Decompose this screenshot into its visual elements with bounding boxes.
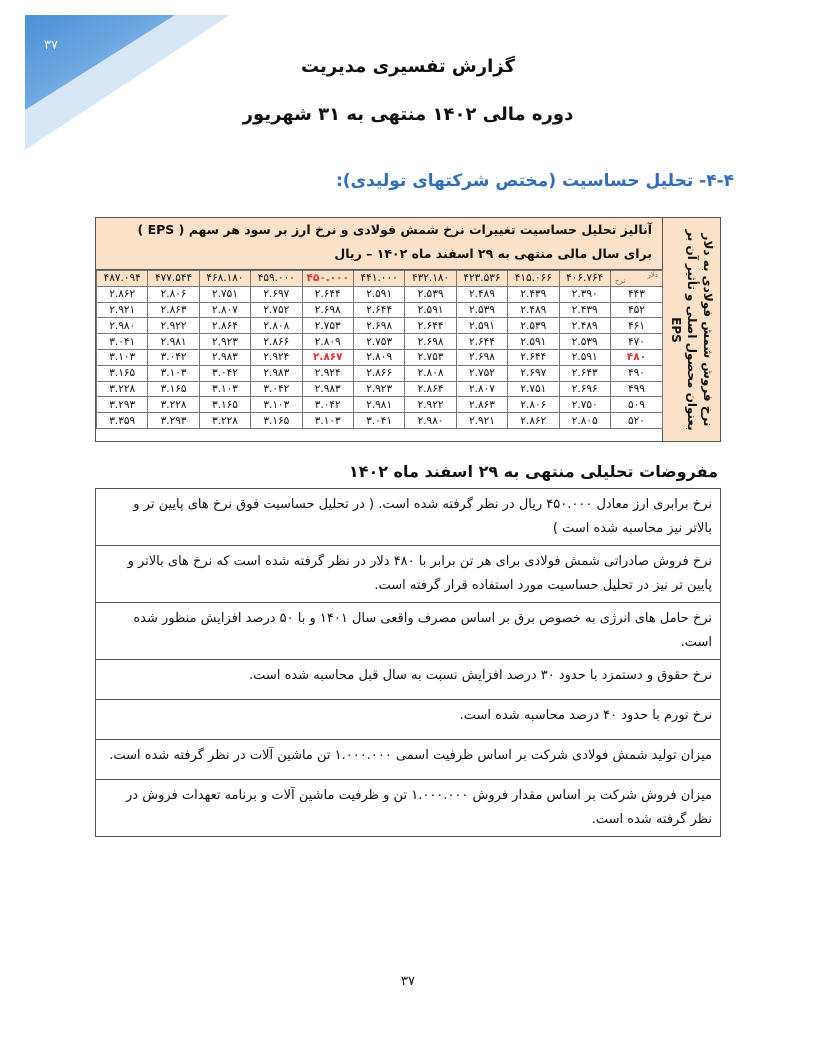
steel-price-cell: ۵۰۹ <box>611 397 663 413</box>
eps-value-cell: ۲.۸۶۲ <box>508 413 559 429</box>
eps-value-cell: ۳.۲۹۳ <box>97 397 148 413</box>
eps-value-cell: ۲.۸۶۴ <box>199 318 250 334</box>
eps-value-cell: ۲.۹۲۲ <box>148 318 199 334</box>
sensitivity-row <box>97 397 663 413</box>
fx-rate-header: ۴۴۱.۰۰۰ <box>353 271 404 287</box>
eps-value-cell: ۲.۴۸۹ <box>508 302 559 318</box>
assumptions-title: مفروضات تحلیلی منتهی به ۲۹ اسفند ماه ۱۴۰۲ <box>348 462 718 481</box>
eps-value-cell: ۳.۱۰۳ <box>148 365 199 381</box>
eps-value-cell: ۳.۰۴۲ <box>199 365 250 381</box>
eps-value-cell: ۲.۶۴۴ <box>508 349 559 365</box>
steel-price-cell: ۴۸۰ <box>611 349 663 365</box>
eps-value-cell: ۲.۶۴۴ <box>302 286 353 302</box>
sensitivity-row <box>97 286 663 302</box>
eps-value-cell: ۲.۹۸۳ <box>302 381 353 397</box>
eps-value-cell: ۲.۶۴۳ <box>559 365 610 381</box>
assumption-text: میزان فروش شرکت بر اساس مقدار فروش ۱.۰۰۰.۰۰۰ تن و ظرفیت ماشین آلات و برنامه تعهدات فروش در نظر گرفته شده است. <box>96 780 721 837</box>
eps-value-cell: ۲.۸۰۷ <box>456 381 507 397</box>
eps-value-cell: ۳.۱۶۵ <box>251 413 302 429</box>
eps-value-cell: ۲.۵۳۹ <box>508 318 559 334</box>
eps-value-cell: ۲.۹۲۴ <box>251 349 302 365</box>
eps-value-cell: ۳.۰۴۲ <box>302 397 353 413</box>
sensitivity-header-row <box>97 271 663 287</box>
eps-value-cell: ۳.۱۶۵ <box>97 365 148 381</box>
eps-value-cell: ۲.۵۳۹ <box>456 302 507 318</box>
assumption-row <box>96 489 721 546</box>
corner-rate-label: نرخ <box>615 276 626 285</box>
eps-value-cell: ۲.۴۳۹ <box>508 286 559 302</box>
steel-price-cell: ۴۴۳ <box>611 286 663 302</box>
eps-value-cell: ۲.۹۸۰ <box>97 318 148 334</box>
eps-value-cell: ۲.۵۹۱ <box>559 349 610 365</box>
sensitivity-row <box>97 318 663 334</box>
fx-rate-header: ۴۱۵.۰۶۶ <box>508 271 559 287</box>
sensitivity-row <box>97 381 663 397</box>
eps-value-cell: ۲.۵۹۱ <box>456 318 507 334</box>
corner-page-number: ۳۷ <box>44 38 58 53</box>
side-label-box <box>662 218 720 441</box>
eps-value-cell: ۲.۹۸۰ <box>405 413 456 429</box>
assumption-text: نرخ برابری ارز معادل ۴۵۰.۰۰۰ ریال در نظر گرفته شده است. ( در تحلیل حساسیت فوق نرخ های پایین تر و بالاتر نیز محاسبه شده است ) <box>96 489 721 546</box>
fx-rate-header: ۴۵۰.۰۰۰ <box>302 271 353 287</box>
report-period: دوره مالی ۱۴۰۲ منتهی به ۳۱ شهریور <box>242 104 574 125</box>
eps-value-cell: ۲.۶۹۷ <box>508 365 559 381</box>
assumption-row <box>96 660 721 700</box>
eps-value-cell: ۲.۹۸۱ <box>148 334 199 350</box>
eps-value-cell: ۲.۵۹۱ <box>405 302 456 318</box>
side-label: نرخ فروش شمش فولادی به دلار بعنوان محصول اصلی و تأثیر آن بر EPS <box>668 228 715 431</box>
sensitivity-row <box>97 413 663 429</box>
eps-value-cell: ۲.۹۸۱ <box>353 397 404 413</box>
eps-value-cell: ۲.۵۹۱ <box>508 334 559 350</box>
eps-value-cell: ۳.۰۴۲ <box>148 349 199 365</box>
eps-value-cell: ۲.۸۰۶ <box>148 286 199 302</box>
eps-value-cell: ۲.۸۰۸ <box>251 318 302 334</box>
steel-price-cell: ۵۲۰ <box>611 413 663 429</box>
eps-value-cell: ۳.۱۶۵ <box>148 381 199 397</box>
fx-rate-header: ۴۳۲.۱۸۰ <box>405 271 456 287</box>
eps-value-cell: ۳.۲۹۳ <box>148 413 199 429</box>
eps-value-cell: ۲.۹۲۱ <box>456 413 507 429</box>
footer-page-number: ۳۷ <box>401 974 415 989</box>
eps-value-cell: ۳.۲۲۸ <box>148 397 199 413</box>
eps-value-cell: ۲.۹۲۱ <box>97 302 148 318</box>
steel-price-cell: ۴۶۱ <box>611 318 663 334</box>
eps-value-cell: ۲.۸۰۹ <box>302 334 353 350</box>
sensitivity-row <box>97 349 663 365</box>
eps-value-cell: ۲.۶۴۴ <box>353 302 404 318</box>
sensitivity-row <box>97 334 663 350</box>
eps-value-cell: ۲.۶۹۶ <box>559 381 610 397</box>
assumption-text: میزان تولید شمش فولادی شرکت بر اساس ظرفیت اسمی ۱.۰۰۰.۰۰۰ تن ماشین آلات در نظر گرفته شده است. <box>96 740 721 780</box>
eps-value-cell: ۲.۷۵۱ <box>508 381 559 397</box>
assumption-text: نرخ حقوق و دستمزد با حدود ۳۰ درصد افزایش نسبت به سال قبل محاسبه شده است. <box>96 660 721 700</box>
corner-dollar-label: دلار <box>647 271 658 279</box>
eps-value-cell: ۲.۹۸۳ <box>251 365 302 381</box>
eps-value-cell: ۲.۶۴۴ <box>456 334 507 350</box>
eps-value-cell: ۲.۴۸۹ <box>559 318 610 334</box>
eps-value-cell: ۲.۷۵۲ <box>251 302 302 318</box>
eps-value-cell: ۲.۸۶۶ <box>353 365 404 381</box>
assumption-row <box>96 780 721 837</box>
eps-value-cell: ۲.۹۲۳ <box>199 334 250 350</box>
eps-value-cell: ۲.۷۵۳ <box>302 318 353 334</box>
eps-value-cell: ۲.۷۵۲ <box>456 365 507 381</box>
eps-value-cell: ۳.۱۶۵ <box>199 397 250 413</box>
sensitivity-grid <box>96 270 663 429</box>
eps-value-cell: ۲.۷۵۳ <box>405 349 456 365</box>
eps-value-cell: ۲.۶۹۸ <box>405 334 456 350</box>
assumption-row <box>96 546 721 603</box>
eps-value-cell: ۳.۲۲۸ <box>199 413 250 429</box>
eps-value-cell: ۲.۹۲۴ <box>302 365 353 381</box>
eps-value-cell: ۲.۷۵۳ <box>353 334 404 350</box>
eps-value-cell: ۲.۶۹۸ <box>302 302 353 318</box>
eps-value-cell: ۲.۸۰۶ <box>508 397 559 413</box>
eps-value-cell: ۲.۸۰۸ <box>405 365 456 381</box>
eps-value-cell: ۲.۹۲۳ <box>353 381 404 397</box>
eps-value-cell: ۲.۵۳۹ <box>405 286 456 302</box>
assumption-row <box>96 700 721 740</box>
eps-value-cell: ۲.۸۶۳ <box>456 397 507 413</box>
eps-value-cell: ۲.۸۶۴ <box>405 381 456 397</box>
eps-value-cell: ۲.۹۸۳ <box>199 349 250 365</box>
eps-value-cell: ۳.۱۰۳ <box>302 413 353 429</box>
steel-price-cell: ۴۷۰ <box>611 334 663 350</box>
sensitivity-heading-line2: برای سال مالی منتهی به ۲۹ اسفند ماه ۱۴۰۲ – ریال <box>334 246 652 261</box>
fx-rate-header: ۴۷۷.۵۴۴ <box>148 271 199 287</box>
eps-value-cell: ۲.۸۶۷ <box>302 349 353 365</box>
assumption-row <box>96 603 721 660</box>
assumption-text: نرخ فروش صادراتی شمش فولادی برای هر تن برابر با ۴۸۰ دلار در نظر گرفته شده است که نرخ های بالاتر و پایین تر نیز در تحلیل حساسیت مورد استفاده قرار گرفته است. <box>96 546 721 603</box>
eps-value-cell: ۲.۸۰۵ <box>559 413 610 429</box>
eps-value-cell: ۲.۷۵۰ <box>559 397 610 413</box>
eps-value-cell: ۲.۶۹۸ <box>353 318 404 334</box>
sensitivity-row <box>97 365 663 381</box>
eps-value-cell: ۲.۶۴۴ <box>405 318 456 334</box>
fx-rate-header: ۴۰۶.۷۶۴ <box>559 271 610 287</box>
report-title: گزارش تفسیری مدیریت <box>301 56 515 77</box>
eps-value-cell: ۳.۱۰۳ <box>97 349 148 365</box>
eps-value-cell: ۲.۷۵۱ <box>199 286 250 302</box>
eps-value-cell: ۳.۲۲۸ <box>97 381 148 397</box>
eps-value-cell: ۲.۳۹۰ <box>559 286 610 302</box>
eps-value-cell: ۳.۰۴۲ <box>251 381 302 397</box>
eps-value-cell: ۲.۸۶۳ <box>148 302 199 318</box>
eps-value-cell: ۳.۱۰۳ <box>199 381 250 397</box>
fx-rate-header: ۴۶۸.۱۸۰ <box>199 271 250 287</box>
sensitivity-heading-line1: آنالیز تحلیل حساسیت تغییرات نرخ شمش فولادی و نرخ ارز بر سود هر سهم ( EPS ) <box>137 222 652 237</box>
eps-value-cell: ۲.۹۲۲ <box>405 397 456 413</box>
sensitivity-row <box>97 302 663 318</box>
eps-value-cell: ۲.۸۰۷ <box>199 302 250 318</box>
assumption-text: نرخ حامل های انرژی به خصوص برق بر اساس مصرف واقعی سال ۱۴۰۱ و با ۵۰ درصد افزایش منظور شده است. <box>96 603 721 660</box>
fx-rate-header: ۴۵۹.۰۰۰ <box>251 271 302 287</box>
sensitivity-heading <box>96 218 662 270</box>
eps-value-cell: ۳.۱۰۳ <box>251 397 302 413</box>
eps-value-cell: ۲.۴۸۹ <box>456 286 507 302</box>
assumption-row <box>96 740 721 780</box>
eps-value-cell: ۲.۸۰۹ <box>353 349 404 365</box>
steel-price-cell: ۴۵۲ <box>611 302 663 318</box>
eps-value-cell: ۲.۶۹۸ <box>456 349 507 365</box>
assumptions-table <box>95 488 721 837</box>
eps-value-cell: ۳.۰۴۱ <box>353 413 404 429</box>
eps-value-cell: ۲.۸۶۶ <box>251 334 302 350</box>
eps-value-cell: ۲.۴۳۹ <box>559 302 610 318</box>
steel-price-cell: ۴۹۰ <box>611 365 663 381</box>
eps-value-cell: ۲.۵۳۹ <box>559 334 610 350</box>
section-heading: ۴-۴- تحلیل حساسیت (مختص شرکتهای تولیدی): <box>335 171 734 191</box>
eps-value-cell: ۲.۶۹۷ <box>251 286 302 302</box>
eps-value-cell: ۲.۸۶۲ <box>97 286 148 302</box>
sensitivity-table <box>95 217 721 442</box>
eps-value-cell: ۳.۰۴۱ <box>97 334 148 350</box>
eps-value-cell: ۳.۳۵۹ <box>97 413 148 429</box>
eps-value-cell: ۲.۵۹۱ <box>353 286 404 302</box>
steel-price-cell: ۴۹۹ <box>611 381 663 397</box>
fx-rate-header: ۴۲۳.۵۳۶ <box>456 271 507 287</box>
assumption-text: نرخ تورم با حدود ۴۰ درصد محاسبه شده است. <box>96 700 721 740</box>
fx-rate-header: ۴۸۷.۰۹۴ <box>97 271 148 287</box>
corner-header-cell <box>611 271 663 287</box>
